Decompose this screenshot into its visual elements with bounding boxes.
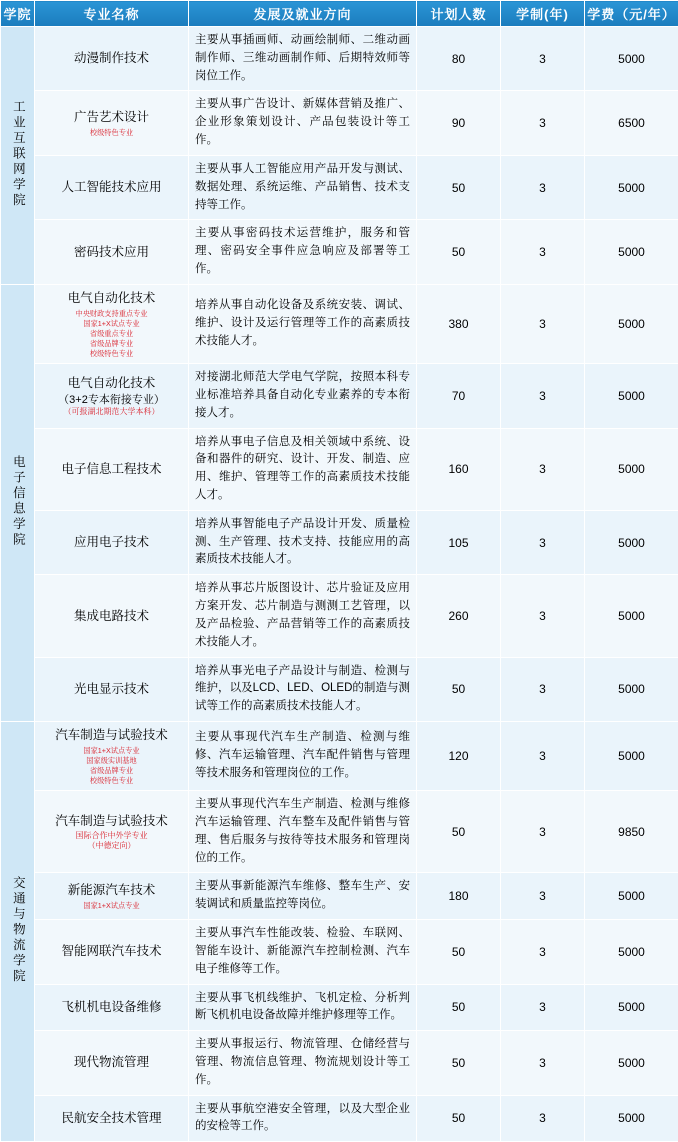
major-tag: 国家1+X试点专业 [41, 901, 182, 911]
major-name: 集成电路技术 [38, 607, 185, 626]
years-cell: 3 [501, 657, 585, 721]
major-cell [35, 1031, 189, 1095]
major-name: 电子信息工程技术 [38, 460, 185, 479]
years-cell: 3 [501, 791, 585, 873]
direction-cell: 主要从事飞机线维护、飞机定检、分析判断飞机机电设备故障并维护修理等工作。 [189, 984, 417, 1031]
table-row [1, 791, 678, 873]
major-name: 汽车制造与试验技术 [38, 726, 185, 745]
major-subtitle-note: （可报湖北期范大学本科） [38, 407, 185, 417]
column-header-direction: 发展及就业方向 [189, 1, 417, 27]
plan-cell: 50 [417, 1031, 501, 1095]
plan-cell: 380 [417, 284, 501, 363]
direction-cell: 培养从事自动化设备及系统安装、调试、维护、设计及运行管理等工作的高素质技术技能人才。 [189, 284, 417, 363]
table-row [1, 984, 678, 1031]
table-row [1, 510, 678, 574]
major-name: 密码技术应用 [38, 243, 185, 262]
plan-cell: 50 [417, 791, 501, 873]
major-name: 民航安全技术管理 [38, 1109, 185, 1128]
direction-cell: 主要从事汽车性能改装、检验、车联网、智能车设计、新能源汽车控制检测、汽车电子维修等工作。 [189, 920, 417, 984]
years-cell: 3 [501, 364, 585, 428]
fee-cell: 5000 [585, 575, 678, 657]
direction-cell: 培养从事智能电子产品设计开发、质量检测、生产管理、技术支持、技能应用的高素质技术技能人才。 [189, 510, 417, 574]
table-row [1, 428, 678, 510]
fee-cell: 5000 [585, 873, 678, 920]
plan-cell: 50 [417, 220, 501, 284]
major-tag: 国家1+X试点专业 [41, 319, 182, 329]
fee-cell: 5000 [585, 1095, 678, 1142]
fee-cell: 9850 [585, 791, 678, 873]
fee-cell: 5000 [585, 920, 678, 984]
plan-cell: 105 [417, 510, 501, 574]
direction-cell: 培养从事电子信息及相关领域中系统、设备和器件的研究、设计、开发、制造、应用、维护、管理等工作的高素质技术技能人才。 [189, 428, 417, 510]
fee-cell: 5000 [585, 27, 678, 91]
plan-cell: 260 [417, 575, 501, 657]
major-cell [35, 27, 189, 91]
major-subtitle: （3+2专本衔接专业） [38, 393, 185, 407]
plan-cell: 160 [417, 428, 501, 510]
plan-cell: 120 [417, 721, 501, 790]
direction-cell: 主要从事航空港安全管理，以及大型企业的安检等工作。 [189, 1095, 417, 1142]
direction-cell: 主要从事报运行、物流管理、仓储经营与管理、物流信息管理、物流规划设计等工作。 [189, 1031, 417, 1095]
table-row [1, 220, 678, 284]
table-row [1, 1031, 678, 1095]
years-cell: 3 [501, 1031, 585, 1095]
table-row [1, 657, 678, 721]
table-row [1, 721, 678, 790]
major-cell [35, 984, 189, 1031]
years-cell: 3 [501, 284, 585, 363]
fee-cell: 5000 [585, 220, 678, 284]
table-header [1, 1, 678, 27]
major-cell [35, 657, 189, 721]
college-cell [1, 721, 35, 1141]
major-name: 新能源汽车技术 [38, 881, 185, 900]
major-name: 应用电子技术 [38, 533, 185, 552]
plan-cell: 50 [417, 657, 501, 721]
major-cell [35, 1095, 189, 1142]
column-header-fee: 学费（元/年） [585, 1, 678, 27]
major-tag: 省级品牌专业 [41, 339, 182, 349]
major-name: 汽车制造与试验技术 [38, 812, 185, 831]
years-cell: 3 [501, 1095, 585, 1142]
plan-cell: 50 [417, 155, 501, 219]
fee-cell: 5000 [585, 1031, 678, 1095]
table-row [1, 575, 678, 657]
column-header-major: 专业名称 [35, 1, 189, 27]
table-row [1, 1095, 678, 1142]
years-cell: 3 [501, 91, 585, 155]
plan-cell: 50 [417, 1095, 501, 1142]
years-cell: 3 [501, 721, 585, 790]
direction-cell: 主要从事新能源汽车维修、整车生产、安装调试和质量监控等岗位。 [189, 873, 417, 920]
major-name: 广告艺术设计 [38, 108, 185, 127]
fee-cell: 5000 [585, 984, 678, 1031]
fee-cell: 5000 [585, 721, 678, 790]
major-tag: 校级特色专业 [41, 128, 182, 138]
major-tag-list [38, 128, 185, 138]
years-cell: 3 [501, 428, 585, 510]
direction-cell: 主要从事密码技术运营维护，服务和管理、密码安全事件应急响应及部署等工作。 [189, 220, 417, 284]
table-row [1, 873, 678, 920]
fee-cell: 6500 [585, 91, 678, 155]
major-tag: 省级品牌专业 [41, 766, 182, 776]
table-header-row [1, 1, 678, 27]
direction-cell: 主要从事现代汽车生产制造、检测与维修汽车运输管理、汽车整车及配件销售与管理、售后服务与按待等技术服务和管理岗位的工作。 [189, 791, 417, 873]
column-header-plan: 计划人数 [417, 1, 501, 27]
table-row [1, 91, 678, 155]
major-cell [35, 575, 189, 657]
major-tag-list [38, 309, 185, 360]
major-cell [35, 364, 189, 428]
major-tag-list [38, 746, 185, 787]
major-tag: 国家级实训基地 [41, 756, 182, 766]
years-cell: 3 [501, 920, 585, 984]
table-row [1, 155, 678, 219]
plan-cell: 50 [417, 920, 501, 984]
major-name: 智能网联汽车技术 [38, 942, 185, 961]
major-cell [35, 220, 189, 284]
plan-cell: 50 [417, 984, 501, 1031]
column-header-years: 学制(年) [501, 1, 585, 27]
fee-cell: 5000 [585, 657, 678, 721]
table-row [1, 27, 678, 91]
plan-cell: 180 [417, 873, 501, 920]
major-name: 动漫制作技术 [38, 49, 185, 68]
major-tag: 国家1+X试点专业 [41, 746, 182, 756]
years-cell: 3 [501, 984, 585, 1031]
major-cell [35, 91, 189, 155]
table-row [1, 364, 678, 428]
table-row [1, 920, 678, 984]
major-cell [35, 510, 189, 574]
major-cell [35, 428, 189, 510]
plan-cell: 90 [417, 91, 501, 155]
major-name: 电气自动化技术 [38, 289, 185, 308]
major-cell [35, 284, 189, 363]
direction-cell: 培养从事光电子产品设计与制造、检测与维护，以及LCD、LED、OLED的制造与测试等工作的高素质技术技能人才。 [189, 657, 417, 721]
fee-cell: 5000 [585, 510, 678, 574]
fee-cell: 5000 [585, 364, 678, 428]
direction-cell: 主要从事人工智能应用产品开发与测试、数据处理、系统运维、产品销售、技术支持等工作。 [189, 155, 417, 219]
major-tag: 省级重点专业 [41, 329, 182, 339]
fee-cell: 5000 [585, 155, 678, 219]
major-name: 飞机机电设备维修 [38, 998, 185, 1017]
fee-cell: 5000 [585, 284, 678, 363]
major-name: 现代物流管理 [38, 1053, 185, 1072]
column-header-college: 学院 [1, 1, 35, 27]
direction-cell: 主要从事现代汽车生产制造、检测与维修、汽车运输管理、汽车配件销售与管理等技术服务和管理岗位的工作。 [189, 721, 417, 790]
college-cell [1, 284, 35, 721]
major-cell [35, 920, 189, 984]
major-tag: 校级特色专业 [41, 776, 182, 786]
major-name: 人工智能技术应用 [38, 178, 185, 197]
direction-cell: 对接湖北师范大学电气学院，按照本科专业标准培养具备自动化专业素养的专本衔接人才。 [189, 364, 417, 428]
major-cell [35, 721, 189, 790]
direction-cell: 培养从事芯片版图设计、芯片验证及应用方案开发、芯片制造与测测工艺管理，以及产品检验、产品营销等工作的高素质技术技能人才。 [189, 575, 417, 657]
table-row [1, 284, 678, 363]
years-cell: 3 [501, 27, 585, 91]
fee-cell: 5000 [585, 428, 678, 510]
years-cell: 3 [501, 155, 585, 219]
college-cell [1, 27, 35, 285]
college-name: 电子信息学院 [10, 455, 26, 548]
years-cell: 3 [501, 873, 585, 920]
major-cell [35, 873, 189, 920]
table-body [1, 27, 678, 1142]
major-tag: 中央财政支持重点专业 [41, 309, 182, 319]
plan-cell: 70 [417, 364, 501, 428]
plan-cell: 80 [417, 27, 501, 91]
major-tag-list [38, 901, 185, 911]
years-cell: 3 [501, 510, 585, 574]
major-cell [35, 791, 189, 873]
college-name: 工业互联网学院 [10, 100, 26, 209]
major-name: 电气自动化技术 [38, 374, 185, 393]
years-cell: 3 [501, 575, 585, 657]
years-cell: 3 [501, 220, 585, 284]
college-name: 交通与物流学院 [10, 876, 26, 985]
major-subtitle-note: 国际合作中外学专业 [38, 831, 185, 841]
major-tag: 校级特色专业 [41, 349, 182, 359]
major-subtitle-note-2: （中德定向） [38, 841, 185, 851]
major-name: 光电显示技术 [38, 680, 185, 699]
direction-cell: 主要从事插画师、动画绘制师、二维动画制作师、三维动画制作师、后期特效师等岗位工作。 [189, 27, 417, 91]
direction-cell: 主要从事广告设计、新媒体营销及推广、企业形象策划设计、产品包装设计等工作。 [189, 91, 417, 155]
major-cell [35, 155, 189, 219]
